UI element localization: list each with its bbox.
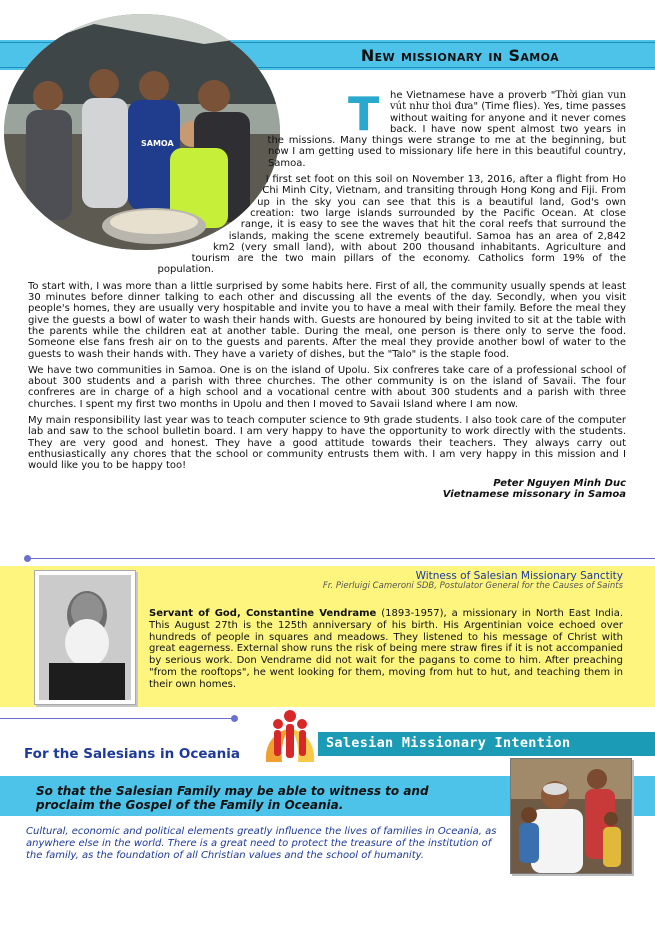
intention-body: Cultural, economic and political elements greatly influence the lives of families in Oceania, as anywhere else in the world. There is a great need to protect the treasure of the institution of the family, as the foundation of all Christian values and the school of humanity. [26, 826, 497, 861]
salesian-logo-icon [260, 706, 320, 770]
article-paragraph-4: We have two communities in Samoa. One is on the island of Upolu. Six confreres take care of a professional school of about 300 students and a parish with three churches. The other community is on the island of Savaii. The four confreres are in charge of a high school and a vocational centre with about 300 students and a parish with three churches. I spent my first two months in Upolu and then I moved to Savaii Island where I am now. [28, 364, 626, 410]
intention-title-bar [318, 732, 655, 756]
intention-title: Salesian Missionary Intention [326, 735, 571, 751]
witness-title: Witness of Salesian Missionary Sanctity [415, 570, 623, 582]
signature-name: Peter Nguyen Minh Duc [493, 477, 626, 489]
signature-role: Vietnamese missonary in Samoa [442, 488, 626, 500]
svg-text:T: T [348, 92, 380, 132]
article-body [28, 90, 626, 500]
intention-label: For the Salesians in Oceania [24, 746, 240, 762]
shirt-text: SAMOA [141, 139, 174, 148]
witness-name: Servant of God, Constantine Vendrame [149, 608, 377, 619]
witness-body: (1893-1957), a missionary in North East India. This August 27th is the 125th anniversary of his birth. His Argentinian voice echoed over hundreds of people in squares and meadows. They listened to his message of Christ with great eagerness. External show runs the risk of being mere straw fires if it is not accompanied by serious work. Don Vendrame did not wait for the pagans to come to him. After preaching "from the rooftops", he went looking for them, moving from hut to hut, and teaching them in their own homes. [149, 608, 623, 690]
vendrame-portrait-illustration [35, 571, 135, 704]
divider-line-bottom [0, 718, 234, 719]
paragraph-1-start: he Vietnamese have a proverb " [390, 90, 556, 101]
article-paragraph-3: To start with, I was more than a little surprised by some habits here. First of all, the community usually spends at least 30 minutes before dinner talking to each other and discussing all the events of the day. Secondly, when you visit people's homes, they are usually very hospitable and invite you to have a meal with their family. Before the meal they give the guests a bowl of water to wash their hands with. Guests are honoured by being invited to sit at the table with the parents while the children eat at another table. During the meal, one person is there only to serve the food. Someone else fans fresh air on to the guests and parents. After the meal they provide another bowl of water to the guests to wash their hands with. They have a variety of dishes, but the "Talo" is the staple food. [28, 280, 626, 360]
witness-text [149, 608, 623, 691]
paragraph-1-end: " (Time flies). Yes, time passes without waiting for anyone and it never comes back. I have now spent almost two years in the missions. Many things were strange to me at the beginning, but now I am getting used to missionary life here in this beautiful country, Samoa. [267, 101, 627, 169]
article-paragraph-5: My main responsibility last year was to teach computer science to 9th grade students. I also took care of the computer lab and saw to the school bulletin board. I am very happy to have the opportunity to work directly with the students. They are very good and honest. They have a good attitude towards their teachers. They always carry out enthusiastically any chores that the school or community entrusts them with. I am very happy in this mission and I would like you to be happy too! [28, 415, 626, 472]
page-title: New missionary in Samoa [360, 46, 559, 65]
divider-line-top [28, 558, 655, 559]
drop-cap [348, 92, 384, 132]
divider-dot-right [231, 715, 238, 722]
signature [28, 478, 626, 501]
witness-subtitle: Fr. Pierluigi Cameroni SDB, Postulator General for the Causes of Saints [322, 581, 623, 591]
vietnamese-proverb: Thời gian vun vút như thoi đưa [390, 90, 627, 113]
family-photo-illustration [511, 759, 631, 873]
article-paragraph-2: I first set foot on this soil on November 13, 2016, after a flight from Ho Chi Minh City, Vietnam, and transiting through Hong Kong and Fiji. From up in the sky you can see that this is a beautiful land, God's own creation: two large islands surrounded by the Pacific Ocean. At close range, it is easy to see the waves that hit the coral reefs that surround the islands, making the scene extremely beautiful. Samoa has an area of 2,842 km2 (very small land), with about 200 thousand inhabitants. Agriculture and tourism are the two main pillars of the economy. Catholics form 19% of the population. [157, 174, 626, 276]
vendrame-portrait [34, 570, 136, 705]
witness-section [0, 566, 655, 707]
intention-prayer: So that the Salesian Family may be able to witness to and proclaim the Gospel of the Family in Oceania. [36, 784, 429, 812]
family-photo [510, 758, 632, 874]
